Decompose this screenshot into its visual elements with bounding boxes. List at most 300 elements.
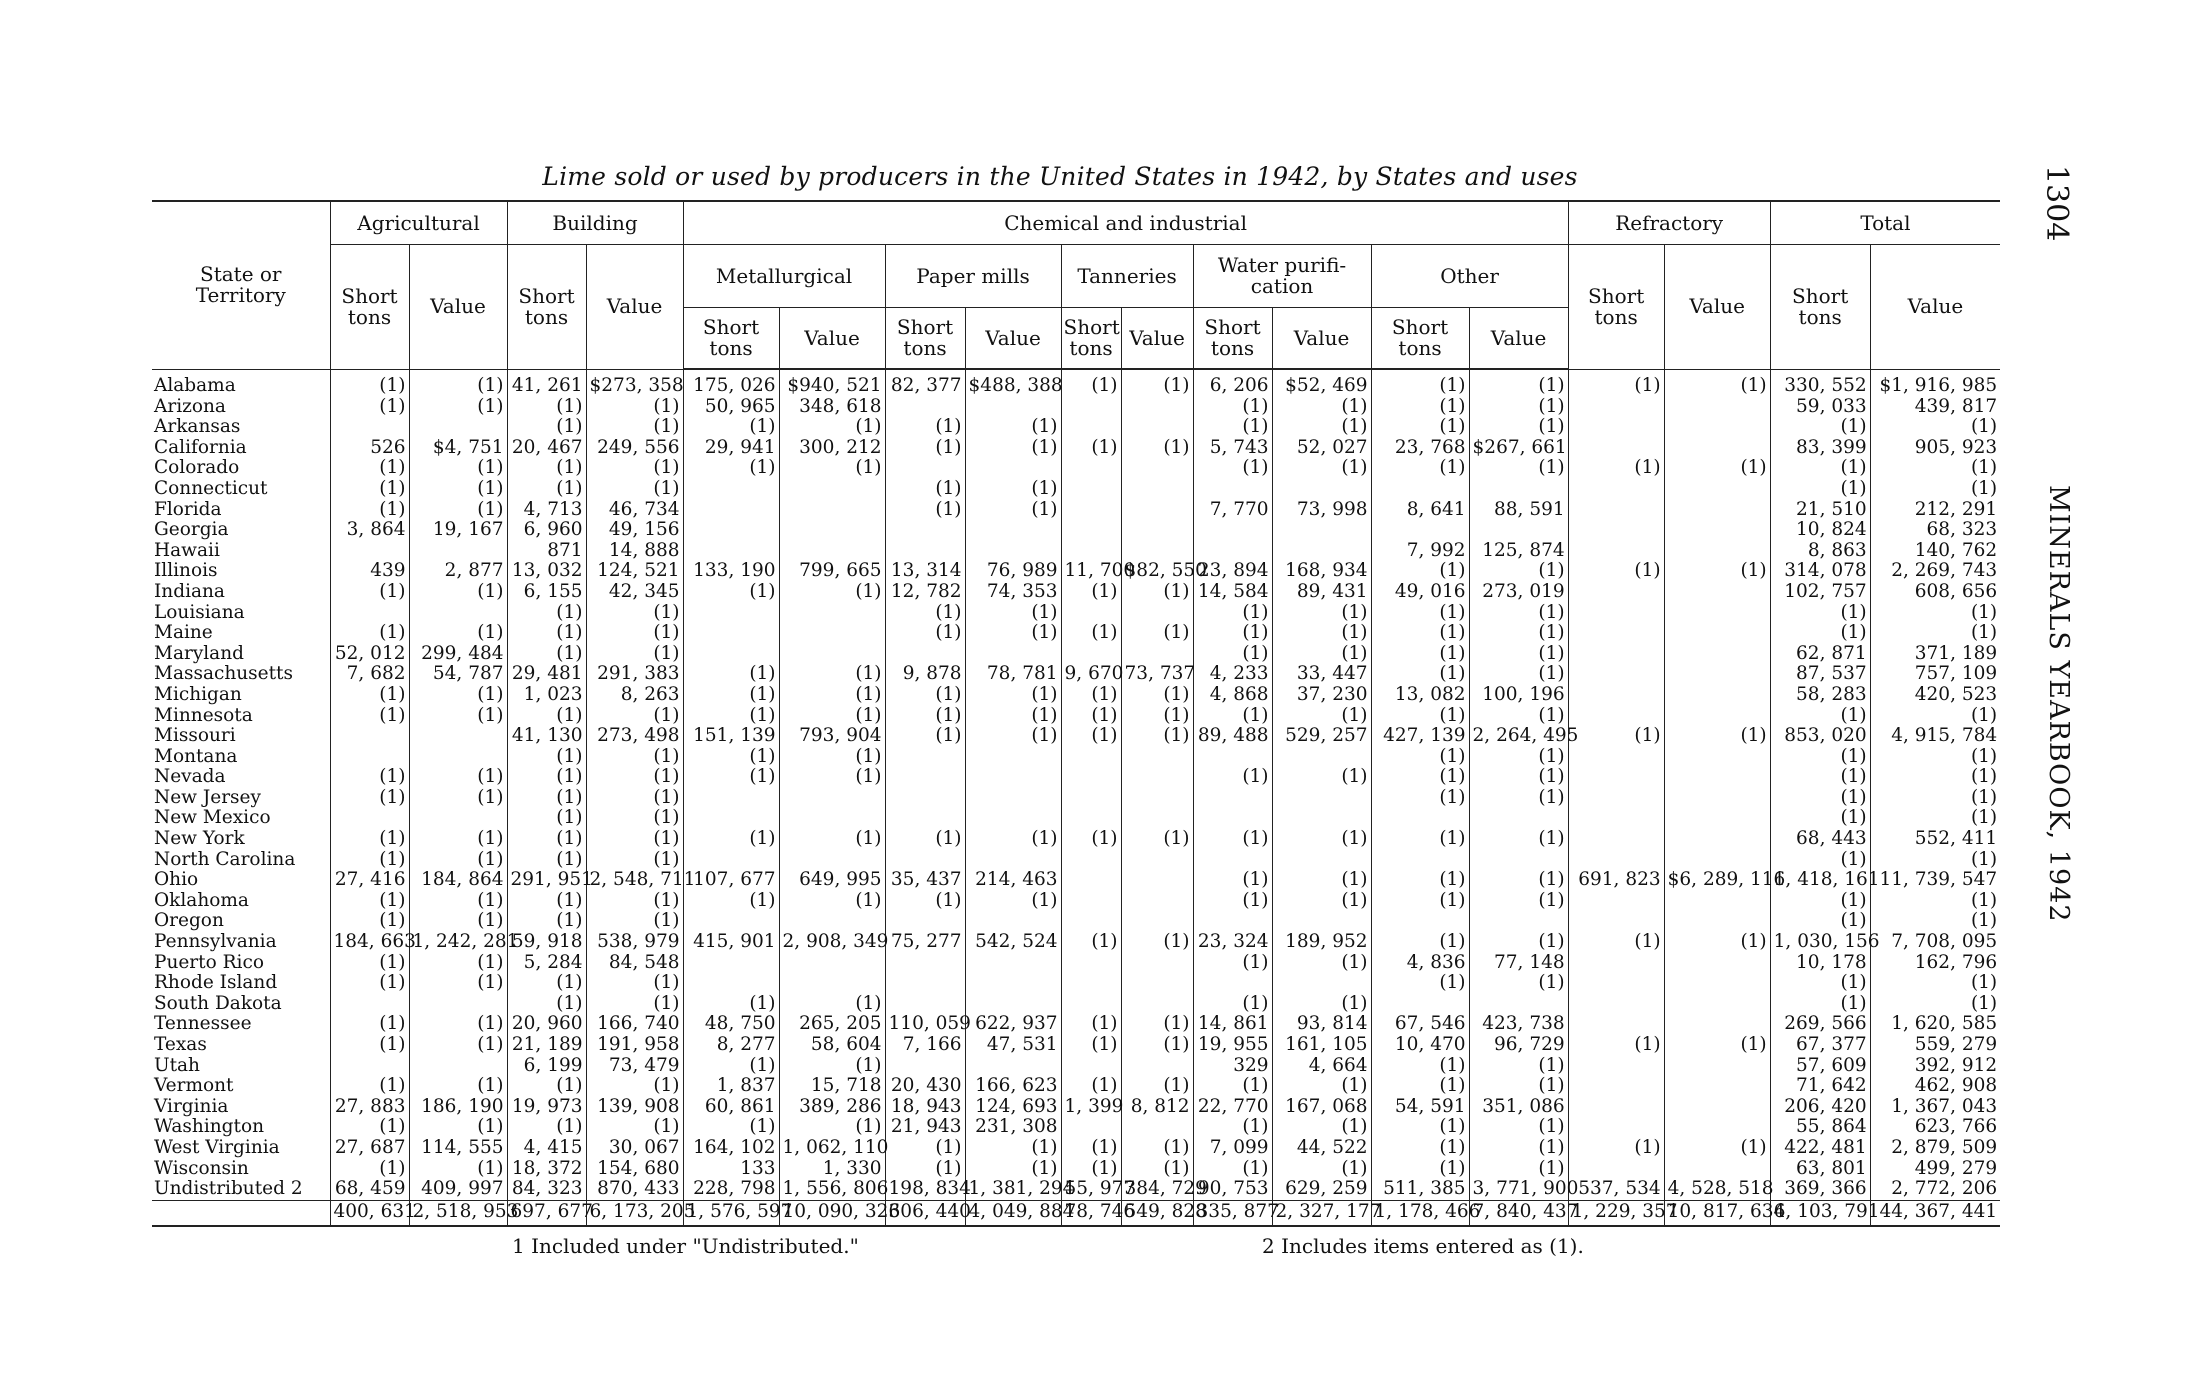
table-row [152,747,2000,768]
table-cell [1568,603,1664,624]
table-cell [1568,973,1664,994]
table-cell: (1) [1469,603,1568,624]
table-cell: (1) [885,479,965,500]
table-cell: 73, 998 [1272,500,1371,521]
state-name: Wisconsin [154,1158,249,1179]
table-cell [885,850,965,871]
table-cell: 55, 864 [1770,1117,1870,1138]
table-cell [1061,458,1121,479]
table-cell: 168, 934 [1272,561,1371,582]
table-cell: (1) [965,438,1061,459]
table-cell: 11, 700 [1061,561,1121,582]
table-cell [1568,1117,1664,1138]
table-cell [1664,850,1770,871]
state-name: New York [154,829,245,850]
table-cell: (1) [507,397,586,418]
table-cell: 1, 242, 281 [409,932,507,953]
table-row [152,561,2000,582]
state-name: Pennsylvania [154,932,277,953]
table-cell: 110, 059 [885,1014,965,1035]
total-cell: 7, 840, 437 [1469,1200,1568,1226]
table-cell: $940, 521 [779,369,885,397]
table-cell: 54, 787 [409,664,507,685]
table-cell: (1) [1770,973,1870,994]
table-cell: 20, 430 [885,1076,965,1097]
table-cell [1371,994,1469,1015]
state-name: Tennessee [154,1014,252,1035]
state-name: Indiana [154,581,225,602]
table-cell: (1) [1870,994,2000,1015]
table-cell: 542, 524 [965,932,1061,953]
table-cell: (1) [586,706,683,727]
table-cell: 175, 026 [683,369,779,397]
table-cell [1121,458,1193,479]
total-cell: 2, 518, 953 [409,1200,507,1226]
table-cell [1121,747,1193,768]
table-cell: 49, 016 [1371,582,1469,603]
table-cell [1121,1117,1193,1138]
table-cell: 439, 817 [1870,397,2000,418]
table-cell: 870, 433 [586,1179,683,1200]
table-cell [1272,973,1371,994]
table-cell [1121,953,1193,974]
table-cell: 511, 385 [1371,1179,1469,1200]
table-cell: 623, 766 [1870,1117,2000,1138]
table-cell: (1) [779,747,885,768]
table-cell [1664,417,1770,438]
table-cell: (1) [409,1076,507,1097]
table-cell: 13, 032 [507,561,586,582]
table-cell: (1) [507,994,586,1015]
table-cell: 1, 381, 294 [965,1179,1061,1200]
table-cell [885,788,965,809]
table-cell: 4, 868 [1193,685,1272,706]
table-cell: 853, 020 [1770,726,1870,747]
table-cell [1121,850,1193,871]
table-cell: 1, 556, 806 [779,1179,885,1200]
table-cell: 88, 591 [1469,500,1568,521]
table-cell [330,417,409,438]
table-cell [683,850,779,871]
table-cell: (1) [965,685,1061,706]
table-cell [1272,747,1371,768]
table-cell: $4, 751 [409,438,507,459]
table-cell: (1) [1272,1076,1371,1097]
table-cell [965,520,1061,541]
state-name: Michigan [154,684,242,705]
table-cell: 124, 693 [965,1097,1061,1118]
table-cell: (1) [1061,1159,1121,1180]
table-cell [683,973,779,994]
table-cell: (1) [885,706,965,727]
table-cell: (1) [1568,1035,1664,1056]
table-cell: (1) [1371,1076,1469,1097]
table-cell: (1) [1870,458,2000,479]
table-cell: (1) [1193,1076,1272,1097]
state-name: California [154,437,247,458]
table-cell [1121,911,1193,932]
table-cell: (1) [1469,870,1568,891]
table-cell [779,623,885,644]
table-cell [1664,603,1770,624]
table-cell: (1) [779,1117,885,1138]
table-row [152,1076,2000,1097]
state-name: Undistributed 2 [154,1179,303,1200]
table-cell: $52, 469 [1272,369,1371,397]
table-cell: 89, 488 [1193,726,1272,747]
table-cell [1664,808,1770,829]
table-cell: 8, 863 [1770,541,1870,562]
table-cell: $6, 289, 116 [1664,870,1770,891]
table-cell: (1) [586,603,683,624]
table-cell: 75, 277 [885,932,965,953]
table-cell [965,541,1061,562]
table-cell [965,973,1061,994]
table-cell: (1) [1770,747,1870,768]
table-caption: Lime sold or used by producers in the United States in 1942, by States and uses [542,162,1578,191]
table-cell: (1) [409,458,507,479]
table-cell: (1) [965,603,1061,624]
table-cell: 4, 415 [507,1138,586,1159]
table-cell: (1) [586,911,683,932]
table-cell [885,808,965,829]
paper-value-header: Value [965,308,1061,370]
table-cell: 161, 105 [1272,1035,1371,1056]
table-cell: 68, 459 [330,1179,409,1200]
table-cell: (1) [1193,1159,1272,1180]
table-cell [409,541,507,562]
table-cell [1664,644,1770,665]
table-cell [1061,808,1121,829]
table-cell [1568,623,1664,644]
table-cell [1061,870,1121,891]
table-cell: (1) [1469,747,1568,768]
table-cell [1061,973,1121,994]
table-row [152,603,2000,624]
table-cell: (1) [330,458,409,479]
table-cell [1568,1076,1664,1097]
table-cell [885,747,965,768]
table-cell: (1) [1770,458,1870,479]
table-cell [1568,1159,1664,1180]
table-cell [885,953,965,974]
table-cell [683,623,779,644]
total-cell: 606, 440 [885,1200,965,1226]
table-cell [1568,706,1664,727]
table-cell: (1) [683,994,779,1015]
total-cell: 4, 049, 884 [965,1200,1061,1226]
table-cell [1272,479,1371,500]
table-cell: (1) [330,1117,409,1138]
table-cell: 46, 734 [586,500,683,521]
table-cell: (1) [1870,417,2000,438]
table-cell: (1) [507,623,586,644]
table-cell: (1) [1272,397,1371,418]
table-cell: 20, 960 [507,1014,586,1035]
table-cell: 329 [1193,1056,1272,1077]
table-cell: (1) [1770,911,1870,932]
table-cell [885,520,965,541]
table-cell: (1) [1469,458,1568,479]
table-cell: 162, 796 [1870,953,2000,974]
table-cell [1469,994,1568,1015]
table-cell: 2, 772, 206 [1870,1179,2000,1200]
table-cell: (1) [1568,369,1664,397]
table-cell: (1) [779,767,885,788]
water-short-tons-header: Short tons [1193,308,1272,370]
other-short-tons-header: Short tons [1371,308,1469,370]
table-cell: 1, 837 [683,1076,779,1097]
table-cell: (1) [1469,1117,1568,1138]
table-row [152,973,2000,994]
table-cell: 422, 481 [1770,1138,1870,1159]
table-cell: (1) [779,582,885,603]
table-cell: (1) [586,479,683,500]
table-cell: $82, 550 [1121,561,1193,582]
table-cell: (1) [1469,829,1568,850]
table-cell: 529, 257 [1272,726,1371,747]
table-cell: (1) [1469,767,1568,788]
table-cell: 526 [330,438,409,459]
table-cell: (1) [1664,932,1770,953]
table-cell: 58, 604 [779,1035,885,1056]
table-cell: 6, 960 [507,520,586,541]
table-cell [1469,520,1568,541]
table-cell: 21, 510 [1770,500,1870,521]
table-cell [1121,1056,1193,1077]
table-cell [1664,747,1770,768]
table-cell: (1) [779,664,885,685]
table-cell: 2, 269, 743 [1870,561,2000,582]
table-cell [330,1056,409,1077]
table-cell: 2, 877 [409,561,507,582]
table-cell [779,808,885,829]
table-cell [965,1056,1061,1077]
table-cell [1272,850,1371,871]
table-cell: (1) [1371,417,1469,438]
table-cell: 35, 437 [885,870,965,891]
table-cell [330,808,409,829]
state-name: Alabama [154,374,236,396]
table-cell: 19, 167 [409,520,507,541]
table-cell: (1) [1061,369,1121,397]
table-cell: (1) [885,438,965,459]
table-cell: (1) [330,1076,409,1097]
table-cell: (1) [586,891,683,912]
table-cell: 291, 951 [507,870,586,891]
table-row [152,870,2000,891]
table-cell: (1) [965,726,1061,747]
table-cell: (1) [507,747,586,768]
table-cell: (1) [1664,369,1770,397]
table-cell: 291, 383 [586,664,683,685]
table-cell: (1) [1193,891,1272,912]
table-cell: 622, 937 [965,1014,1061,1035]
state-name: West Virginia [154,1137,280,1158]
table-cell: 139, 908 [586,1097,683,1118]
table-cell [409,603,507,624]
table-row [152,685,2000,706]
total-value-header: Value [1870,245,2000,370]
table-cell: (1) [330,479,409,500]
table-cell: 13, 314 [885,561,965,582]
table-cell: 58, 283 [1770,685,1870,706]
table-cell: (1) [965,829,1061,850]
table-cell: (1) [586,458,683,479]
table-cell: (1) [1371,1056,1469,1077]
table-cell: (1) [683,829,779,850]
table-cell: 52, 027 [1272,438,1371,459]
table-row [152,1097,2000,1118]
table-cell: (1) [1272,767,1371,788]
table-cell: (1) [779,891,885,912]
table-cell: (1) [1870,891,2000,912]
table-cell: (1) [779,994,885,1015]
table-cell: 57, 609 [1770,1056,1870,1077]
table-cell: (1) [1121,829,1193,850]
table-cell: 89, 431 [1272,582,1371,603]
met-short-tons-header: Short tons [683,308,779,370]
table-cell: 87, 537 [1770,664,1870,685]
table-cell: 5, 284 [507,953,586,974]
table-cell: (1) [1061,1076,1121,1097]
table-cell: 905, 923 [1870,438,2000,459]
refr-value-header: Value [1664,245,1770,370]
table-cell: (1) [409,788,507,809]
table-cell [1061,603,1121,624]
total-cell: 335, 877 [1193,1200,1272,1226]
table-cell: (1) [1121,582,1193,603]
agricultural-header: Agricultural [330,201,507,245]
table-cell: 77, 148 [1469,953,1568,974]
table-cell [1568,1014,1664,1035]
table-cell: 351, 086 [1469,1097,1568,1118]
table-cell [1568,911,1664,932]
table-cell: 415, 901 [683,932,779,953]
table-cell: 23, 324 [1193,932,1272,953]
table-cell: 4, 713 [507,500,586,521]
paper-mills-header: Paper mills [885,245,1061,308]
table-cell [1568,685,1664,706]
table-cell: (1) [507,850,586,871]
state-name: Florida [154,499,222,520]
table-cell: 462, 908 [1870,1076,2000,1097]
table-cell [1664,953,1770,974]
table-cell: (1) [409,369,507,397]
table-cell: (1) [1371,1138,1469,1159]
table-cell [779,644,885,665]
table-cell: 4, 528, 518 [1664,1179,1770,1200]
table-cell [1121,479,1193,500]
table-cell [1568,850,1664,871]
table-cell: (1) [885,623,965,644]
table-cell: 82, 377 [885,369,965,397]
total-cell: 1, 576, 597 [683,1200,779,1226]
table-cell [1664,829,1770,850]
table-cell: 499, 279 [1870,1159,2000,1180]
table-cell: (1) [1193,994,1272,1015]
table-cell: 392, 912 [1870,1056,2000,1077]
table-cell: (1) [1121,1035,1193,1056]
table-cell: (1) [409,1159,507,1180]
table-row [152,911,2000,932]
table-cell [885,458,965,479]
table-cell: (1) [1770,623,1870,644]
table-cell [965,767,1061,788]
total-cell: 697, 677 [507,1200,586,1226]
table-cell: 33, 447 [1272,664,1371,685]
table-cell: (1) [409,767,507,788]
table-cell: (1) [507,829,586,850]
table-cell: (1) [330,891,409,912]
table-cell: (1) [409,706,507,727]
table-cell: 15, 718 [779,1076,885,1097]
table-cell: 96, 729 [1469,1035,1568,1056]
table-row [152,1138,2000,1159]
table-cell: (1) [1568,1138,1664,1159]
table-cell: 314, 078 [1770,561,1870,582]
table-cell: 1, 620, 585 [1870,1014,2000,1035]
table-cell: 29, 941 [683,438,779,459]
table-cell: 52, 012 [330,644,409,665]
table-cell: (1) [885,726,965,747]
table-cell: 167, 068 [1272,1097,1371,1118]
agri-value-header: Value [409,245,507,370]
table-cell [409,994,507,1015]
table-cell [779,850,885,871]
table-cell: 30, 067 [586,1138,683,1159]
table-row [152,520,2000,541]
table-cell: (1) [965,500,1061,521]
table-cell [1371,850,1469,871]
table-cell: 124, 521 [586,561,683,582]
total-cell: 549, 828 [1121,1200,1193,1226]
table-cell [1061,541,1121,562]
table-cell: (1) [1870,911,2000,932]
table-cell [1664,973,1770,994]
table-cell: (1) [330,685,409,706]
table-cell [1568,644,1664,665]
table-cell [1664,1056,1770,1077]
table-cell: (1) [683,582,779,603]
state-name: Illinois [154,561,218,582]
table-cell [330,747,409,768]
table-cell [965,808,1061,829]
table-cell: (1) [1664,561,1770,582]
table-cell: 2, 548, 711 [586,870,683,891]
table-cell [1121,500,1193,521]
table-cell [1664,685,1770,706]
table-cell: 8, 277 [683,1035,779,1056]
table-cell: (1) [885,500,965,521]
table-cell [683,953,779,974]
table-cell: (1) [1121,1076,1193,1097]
chemical-header: Chemical and industrial [683,201,1568,245]
table-cell: 6, 199 [507,1056,586,1077]
table-row [152,623,2000,644]
table-cell [1469,479,1568,500]
table-cell: 151, 139 [683,726,779,747]
table-cell: (1) [1770,808,1870,829]
table-cell: (1) [885,1159,965,1180]
table-cell: 125, 874 [1469,541,1568,562]
table-cell: (1) [1371,664,1469,685]
table-cell: 21, 943 [885,1117,965,1138]
table-body [152,369,2000,1200]
table-cell: (1) [409,911,507,932]
table-cell [1664,911,1770,932]
table-cell: (1) [330,1014,409,1035]
